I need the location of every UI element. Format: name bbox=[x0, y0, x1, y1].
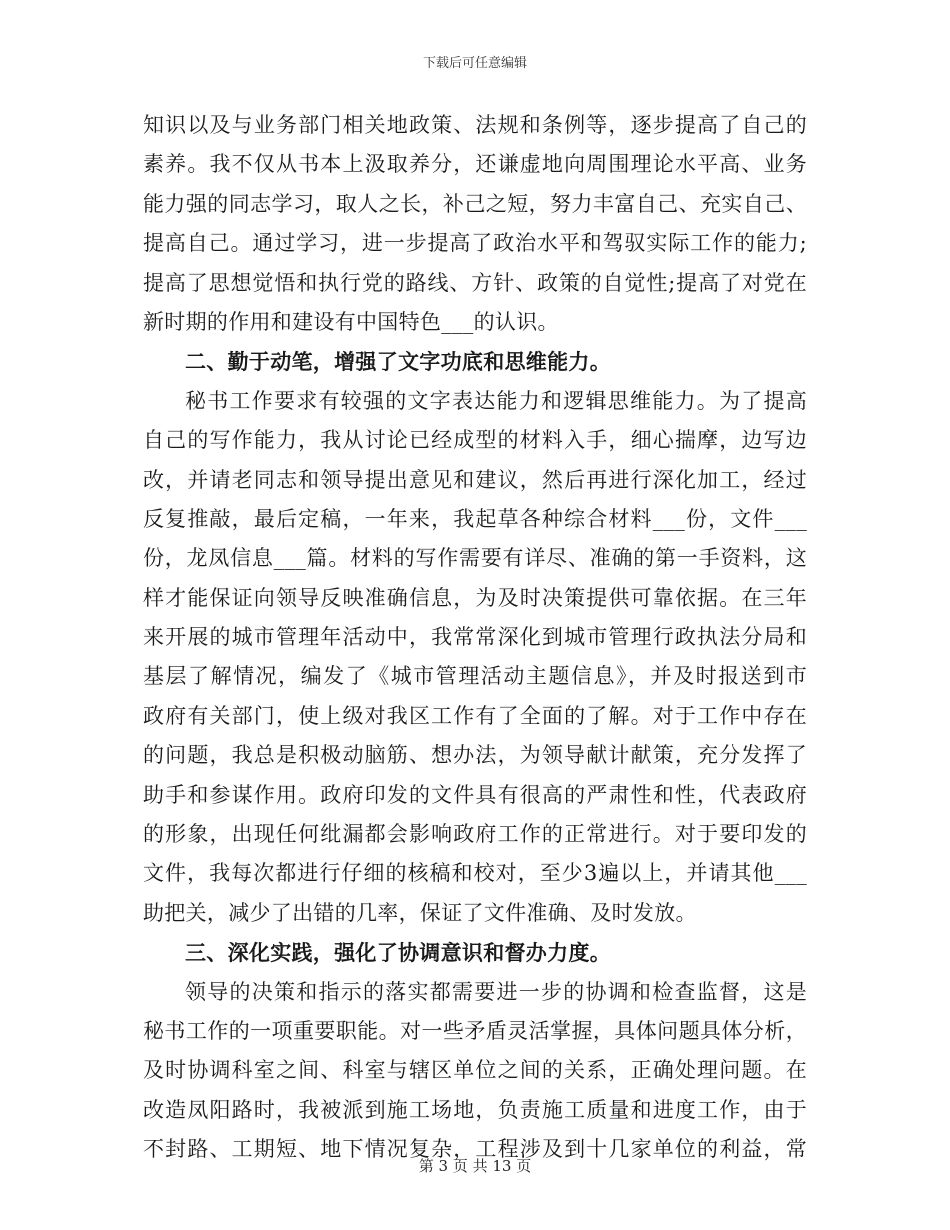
text-line: 能力强的同志学习，取人之长，补己之短，努力丰富自己、充实自己、 bbox=[143, 191, 807, 216]
text-line: 助把关，减少了出错的几率，保证了文件准确、及时发放。 bbox=[143, 900, 697, 925]
text-line: 新时期的作用和建设有中国特色___的认识。 bbox=[143, 309, 559, 334]
text-line: 基层了解情况，编发了《城市管理活动主题信息》，并及时报送到市 bbox=[143, 664, 807, 689]
section-heading-2: 二、勤于动笔，增强了文字功底和思维能力。 bbox=[185, 349, 611, 375]
text-line: 的形象，出现任何纰漏都会影响政府工作的正常进行。对于要印发的 bbox=[143, 822, 807, 847]
text-line: 不封路、工期短、地下情况复杂，工程涉及到十几家单位的利益，常 bbox=[143, 1137, 807, 1162]
text-line: 改，并请老同志和领导提出意见和建议，然后再进行深化加工，经过 bbox=[143, 467, 807, 492]
page-header: 下载后可任意编辑 bbox=[422, 56, 527, 71]
text-line: 助手和参谋作用。政府印发的文件具有很高的严肃性和性，代表政府 bbox=[143, 782, 807, 807]
text-line: 知识以及与业务部门相关地政策、法规和条例等，逐步提高了自己的 bbox=[143, 113, 807, 137]
text-line: 样才能保证向领导反映准确信息，为及时决策提供可靠依据。在三年 bbox=[143, 585, 807, 610]
text-line: 及时协调科室之间、科室与辖区单位之间的关系，正确处理问题。在 bbox=[143, 1058, 807, 1083]
text-line: 自己的写作能力，我从讨论已经成型的材料入手，细心揣摩，边写边 bbox=[143, 428, 807, 453]
text-line: 改造凤阳路时，我被派到施工场地，负责施工质量和进度工作，由于 bbox=[143, 1097, 807, 1122]
text-line: 文件，我每次都进行仔细的核稿和校对，至少3遍以上，并请其他___ bbox=[143, 861, 807, 886]
page-number-footer: 第 3 页 共 13 页 bbox=[418, 1157, 532, 1175]
text-line: 秘书工作的一项重要职能。对一些矛盾灵活掌握，具体问题具体分析， bbox=[143, 1018, 807, 1043]
text-line: 的问题，我总是积极动脑筋、想办法，为领导献计献策，充分发挥了 bbox=[143, 743, 807, 768]
text-line: 提高自己。通过学习，进一步提高了政治水平和驾驭实际工作的能力; bbox=[143, 231, 807, 256]
paragraph-first-line: 领导的决策和指示的落实都需要进一步的协调和检查监督，这是 bbox=[185, 979, 807, 1004]
paragraph-first-line: 秘书工作要求有较强的文字表达能力和逻辑思维能力。为了提高 bbox=[185, 388, 807, 413]
document-body bbox=[143, 106, 807, 1170]
text-line: 政府有关部门，使上级对我区工作有了全面的了解。对于工作中存在 bbox=[143, 703, 807, 728]
section-heading-3: 三、深化实践，强化了协调意识和督办力度。 bbox=[185, 940, 611, 966]
text-line: 反复推敲，最后定稿，一年来，我起草各种综合材料___份，文件___ bbox=[143, 506, 807, 531]
text-line: 提高了思想觉悟和执行党的路线、方针、政策的自觉性;提高了对党在 bbox=[143, 270, 807, 295]
text-line: 份，龙凤信息___篇。材料的写作需要有详尽、准确的第一手资料，这 bbox=[143, 546, 807, 571]
text-line: 来开展的城市管理年活动中，我常常深化到城市管理行政执法分局和 bbox=[143, 625, 807, 650]
text-line: 素养。我不仅从书本上汲取养分，还谦虚地向周围理论水平高、业务 bbox=[143, 152, 807, 177]
